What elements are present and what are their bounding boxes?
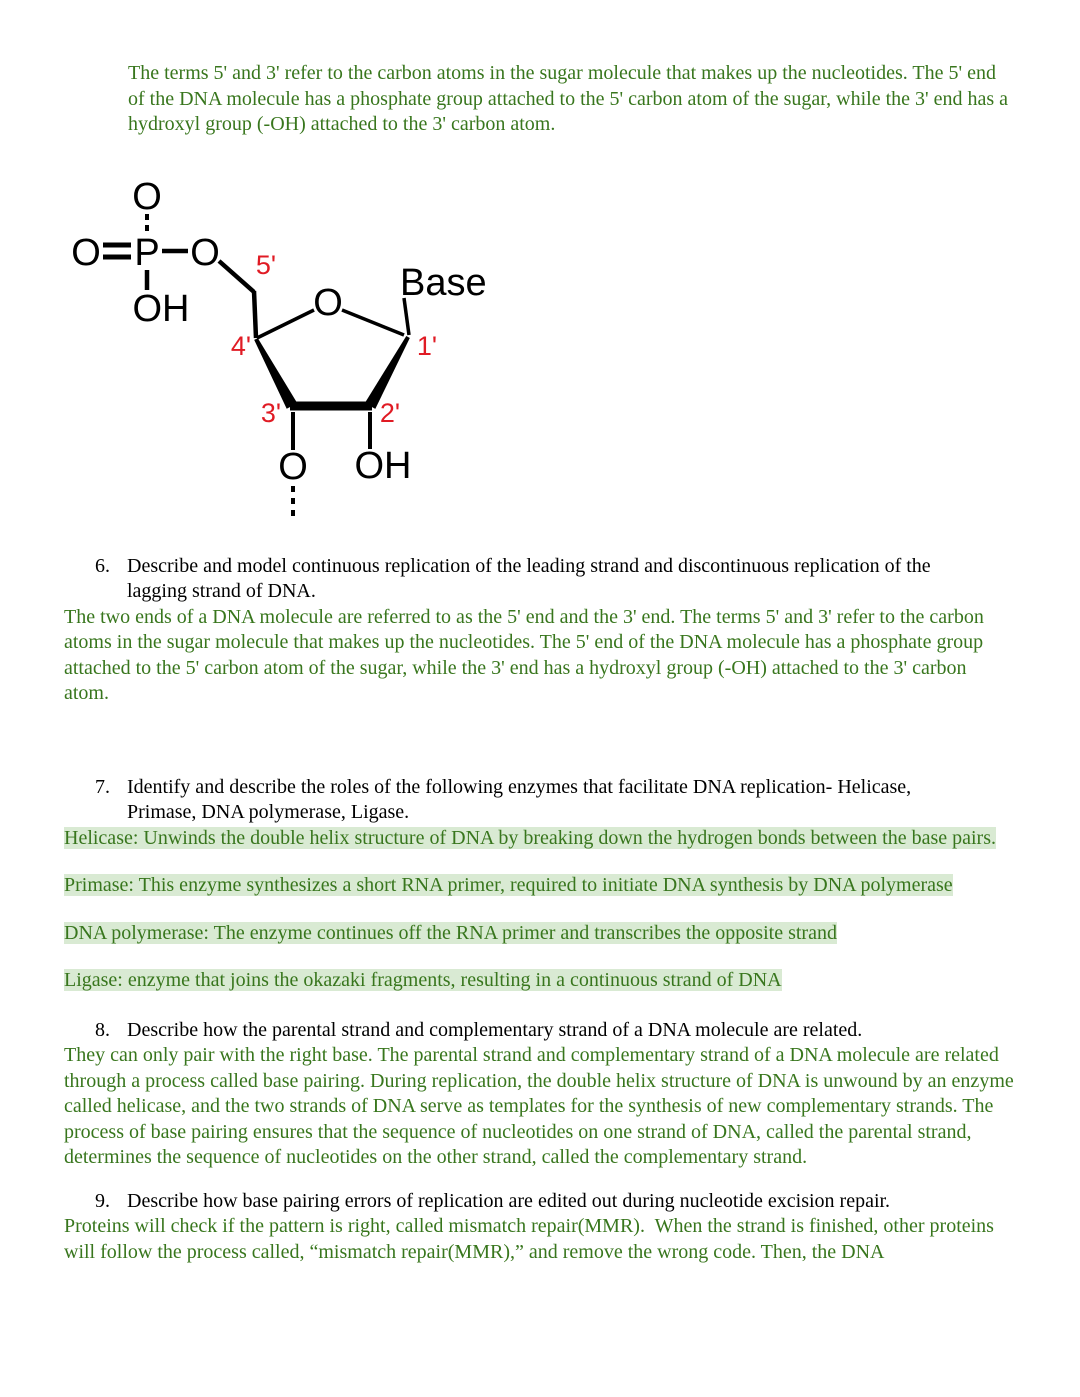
nucleotide-structure-diagram (64, 168, 514, 526)
four-prime-label: 4' (230, 330, 252, 361)
question-9 (64, 1189, 1016, 1215)
answer-8: They can only pair with the right base. The parental strand and complementary strand of a DNA molecule are related through a process called base pairing. During replication, the double helix structure of DNA is unwound by an enzyme called helicase, and the two strands of DNA serve as templates for the synthesis of new complementary strands. The process of base pairing ensures that the sequence of nucleotides on one strand of DNA, called the parental strand, determines the sequence of nucleotides on the other strand, called the complementary strand. (64, 1044, 1019, 1168)
answer-7-ligase (64, 968, 1016, 994)
answer-7-primase-text: Primase: This enzyme synthesizes a short RNA primer, required to initiate DNA synthesis by DNA polymerase (64, 874, 953, 896)
answer-7-primase (64, 873, 1016, 899)
answer-6: The two ends of a DNA molecule are referred to as the 5' end and the 3' end. The terms 5' and 3' refer to the carbon atoms in the sugar molecule that makes up the nucleotides. The 5' end of the DNA molecule has a phosphate group attached to the 5' carbon atom of the sugar, while the 3' end has a hydroxyl group (-OH) attached to the 3' carbon atom. (64, 605, 989, 704)
phosphate-oh-label: OH (132, 287, 190, 330)
phosphate-top-oxygen-label: O (132, 175, 162, 218)
question-6-number: 6. (95, 554, 110, 577)
five-prime-bond (254, 291, 256, 338)
ring-bond-o-4 (257, 310, 314, 338)
answer-9: Proteins will check if the pattern is right, called mismatch repair(MMR). When the strand is finished, other proteins will follow the process called, “mismatch repair(MMR),” and remove the wrong code. Then, the DNA (64, 1215, 999, 1263)
question-7-number: 7. (95, 775, 110, 798)
base-label: Base (400, 261, 487, 304)
phosphate-group (71, 176, 220, 330)
sugar-ring (254, 282, 410, 409)
question-8-text: Describe how the parental strand and complementary strand of a DNA molecule are related. (127, 1018, 863, 1041)
question-6 (64, 554, 1016, 605)
question-9-number: 9. (95, 1189, 110, 1212)
three-prime-label: 3' (260, 397, 282, 428)
answer-7-helicase (64, 826, 1016, 852)
two-prime-label: 2' (379, 397, 401, 428)
two-prime-oh-label: OH (354, 444, 412, 487)
question-9-text: Describe how base pairing errors of replication are edited out during nucleotide excision repair. (127, 1189, 891, 1212)
question-8-number: 8. (95, 1018, 110, 1041)
ring-oxygen-label: O (313, 281, 343, 324)
phosphorus-label: P (134, 231, 160, 274)
three-prime-oxygen-label: O (278, 445, 308, 488)
question-8 (64, 1018, 1016, 1044)
answer-7-helicase-text: Helicase: Unwinds the double helix structure of DNA by breaking down the hydrogen bonds between the base pairs. (64, 826, 996, 849)
question-7-text: Identify and describe the roles of the following enzymes that facilitate DNA replication- Helicase, Primase, DNA polymerase, Ligase. (127, 775, 912, 823)
one-prime-label: 1' (416, 330, 438, 361)
phosphate-bridge-oxygen-label: O (190, 231, 220, 274)
answer-7-dna-polymerase-text: DNA polymerase: The enzyme continues off the RNA primer and transcribes the opposite strand (64, 921, 837, 944)
intro-paragraph: The terms 5' and 3' refer to the carbon atoms in the sugar molecule that makes up the nucleotides. The 5' end of the DNA molecule has a phosphate group attached to the 5' carbon atom of the sugar, while the 3' end has a hydroxyl group (-OH) attached to the 3' carbon atom. (128, 62, 1009, 135)
bridge-bond (219, 261, 254, 292)
answer-7-dna-polymerase (64, 921, 1016, 947)
ring-bond-o-1 (342, 310, 404, 335)
question-7 (64, 775, 1016, 826)
phosphate-left-oxygen-label: O (71, 231, 101, 274)
five-prime-label: 5' (255, 249, 277, 280)
answer-7-ligase-text: Ligase: enzyme that joins the okazaki fragments, resulting in a continuous strand of DNA (64, 969, 782, 991)
question-6-text: Describe and model continuous replication of the leading strand and discontinuous replication of the lagging strand of DNA. (127, 554, 931, 602)
